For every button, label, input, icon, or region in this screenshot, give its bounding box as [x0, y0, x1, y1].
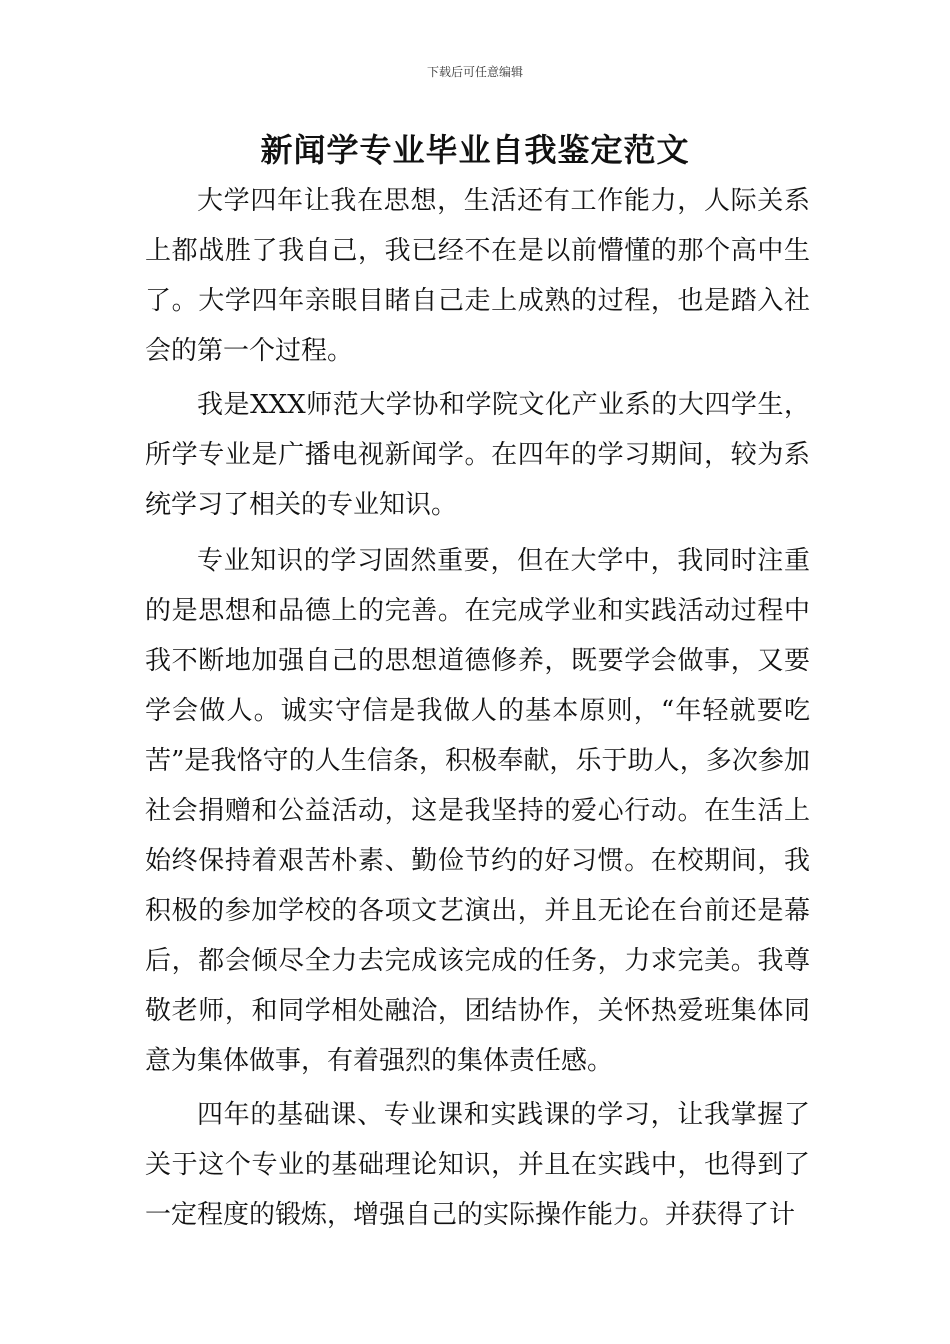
paragraph: 我是XXX师范大学协和学院文化产业系的大四学生，所学专业是广播电视新闻学。在四年的学习期间，较为系统学习了相关的专业知识。: [145, 390, 810, 520]
document-body: [145, 176, 810, 1244]
paragraph: 专业知识的学习固然重要，但在大学中，我同时注重的是思想和品德上的完善。在完成学业和实践活动过程中我不断地加强自己的思想道德修养，既要学会做事，又要学会做人。诚实守信是我做人的基本原则，“年轻就要吃苦”是我恪守的人生信条，积极奉献，乐于助人，多次参加社会捐赠和公益活动，这是我坚持的爱心行动。在生活上始终保持着艰苦朴素、勤俭节约的好习惯。在校期间，我积极的参加学校的各项文艺演出，并且无论在台前还是幕后，都会倾尽全力去完成该完成的任务，力求完美。我尊敬老师，和同学相处融洽，团结协作，关怀热爱班集体同意为集体做事，有着强烈的集体责任感。: [145, 546, 810, 1076]
paragraph: 大学四年让我在思想，生活还有工作能力，人际关系上都战胜了我自己，我已经不在是以前懵懂的那个高中生了。大学四年亲眼目睹自己走上成熟的过程，也是踏入社会的第一个过程。: [145, 186, 810, 366]
page-header: 下载后可任意编辑: [426, 65, 523, 79]
paragraph: 四年的基础课、专业课和实践课的学习，让我掌握了关于这个专业的基础理论知识，并且在实践中，也得到了一定程度的锻炼，增强自己的实际操作能力。并获得了计: [145, 1100, 810, 1230]
document-title: 新闻学专业毕业自我鉴定范文: [260, 131, 690, 169]
